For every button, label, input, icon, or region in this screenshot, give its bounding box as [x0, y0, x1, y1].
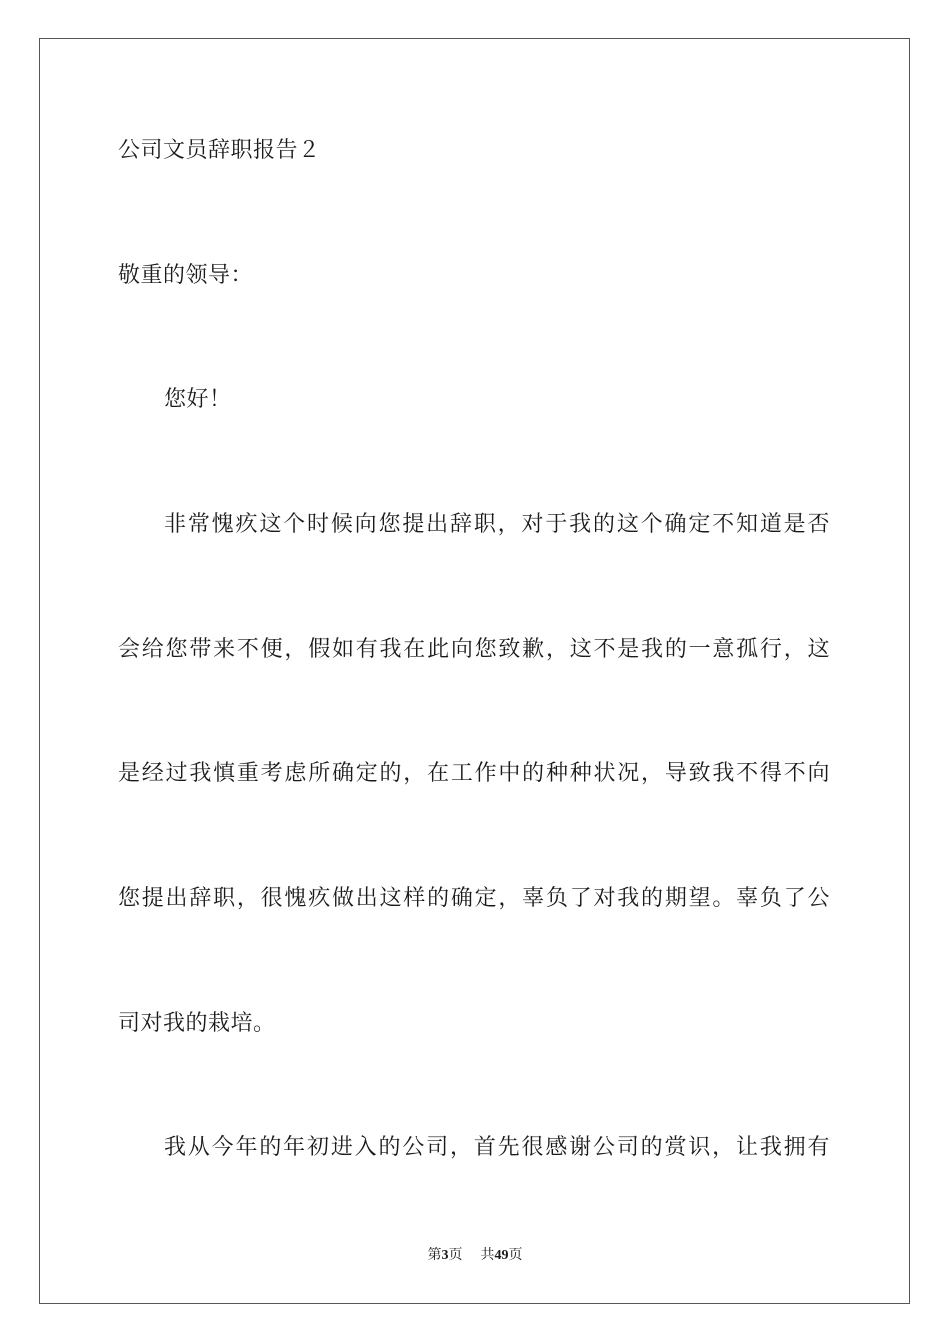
footer-page-prefix: 第: [427, 1248, 442, 1263]
paragraph-line: 非常愧疚这个时候向您提出辞职，对于我的这个确定不知道是否: [164, 512, 830, 537]
footer-page-current: 3: [441, 1248, 449, 1263]
paragraph-line: 您提出辞职，很愧疚做出这样的确定，辜负了对我的期望。辜负了公: [118, 886, 830, 911]
document-title: 公司文员辞职报告２: [118, 138, 321, 163]
page-border: [39, 38, 910, 1304]
salutation: 敬重的领导：: [118, 263, 254, 288]
footer-page-total: 49: [494, 1248, 509, 1263]
greeting: 您好！: [164, 387, 232, 412]
footer-page-suffix: 页: [448, 1248, 463, 1263]
footer-total-prefix: 共: [480, 1248, 495, 1263]
paragraph-line: 会给您带来不便，假如有我在此向您致歉，这不是我的一意孤行，这: [118, 637, 830, 662]
paragraph-line: 我从今年的年初进入的公司，首先很感谢公司的赏识，让我拥有: [164, 1135, 830, 1160]
paragraph-line: 司对我的栽培。: [118, 1011, 276, 1036]
footer-total-suffix: 页: [508, 1248, 523, 1263]
page-footer: [0, 1247, 950, 1265]
paragraph-line: 是经过我慎重考虑所确定的，在工作中的种种状况，导致我不得不向: [118, 761, 830, 786]
